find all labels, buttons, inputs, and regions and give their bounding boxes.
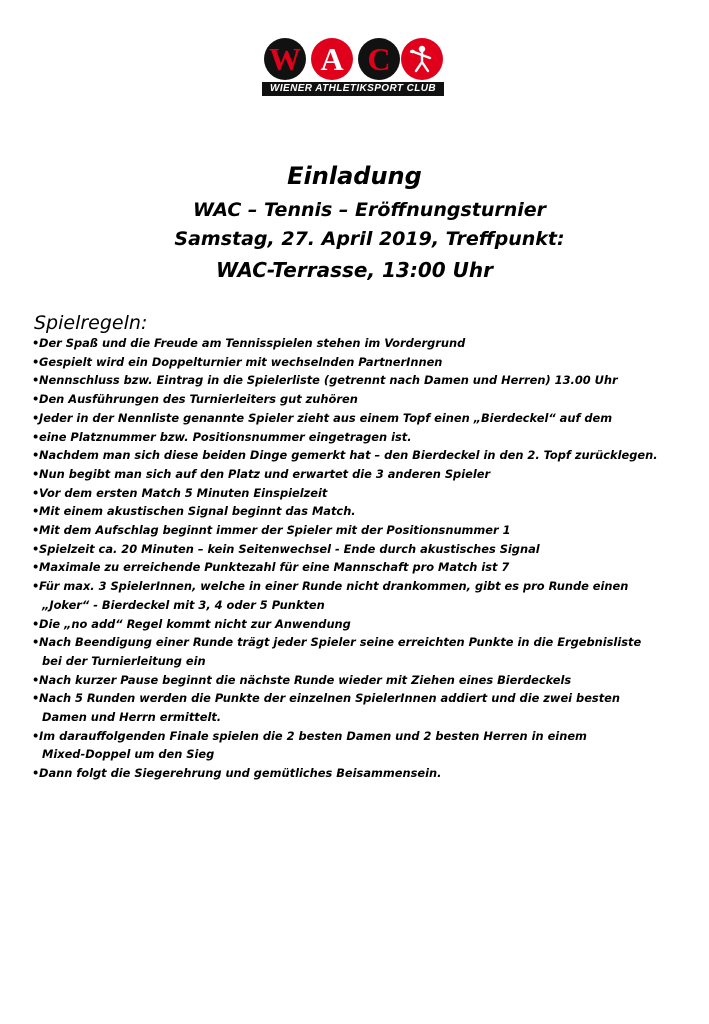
rules-heading: Spielregeln: (34, 312, 148, 334)
rule-text: • Jeder in der Nennliste genannte Spieler zieht aus einem Topf einen „Bierdeckel“ auf dem (39, 410, 613, 425)
rule-text: • Nun begibt man sich auf den Platz und erwartet die 3 anderen Spieler (39, 466, 491, 481)
invitation-title: Einladung (287, 162, 422, 190)
rule-item (33, 502, 693, 521)
rule-item (33, 521, 693, 540)
rule-text: • Dann folgt die Siegerehrung und gemütliches Beisammensein. (39, 766, 442, 781)
rule-text: bei der Turnierleitung ein (42, 653, 206, 668)
rule-text: • Nennschluss bzw. Eintrag in die Spielerliste (getrennt nach Damen und Herren) 13.00 Uhr (39, 373, 618, 388)
rule-item (33, 390, 693, 409)
rule-text: • Vor dem ersten Match 5 Minuten Einspielzeit (39, 485, 328, 500)
rule-text: • Mit dem Aufschlag beginnt immer der Spieler mit der Positionsnummer 1 (39, 523, 511, 538)
rule-text: • Nach Beendigung einer Runde trägt jeder Spieler seine erreichten Punkte in die Ergebnisliste (39, 635, 642, 650)
rule-text: Damen und Herrn ermittelt. (42, 710, 222, 725)
rule-item (33, 615, 693, 634)
rule-item (33, 484, 693, 503)
rule-item (33, 409, 693, 428)
rule-text: • Im darauffolgenden Finale spielen die 2 besten Damen und 2 besten Herren in einem (39, 728, 587, 743)
rule-item (33, 577, 693, 614)
rule-text: • Gespielt wird ein Doppelturnier mit wechselnden PartnerInnen (39, 354, 443, 369)
rule-text: • Spielzeit ca. 20 Minuten – kein Seitenwechsel - Ende durch akustisches Signal (39, 541, 540, 556)
rule-text: • Nach kurzer Pause beginnt die nächste Runde wieder mit Ziehen eines Bierdeckels (39, 672, 572, 687)
rule-item (33, 727, 693, 764)
event-name: WAC – Tennis – Eröffnungsturnier (192, 199, 547, 221)
rule-text: Mixed-Doppel um den Sieg (42, 747, 215, 762)
rule-text: • Nach 5 Runden werden die Punkte der einzelnen SpielerInnen addiert und die zwei besten (39, 691, 620, 706)
event-date: Samstag, 27. April 2019, Treffpunkt: (174, 228, 565, 250)
event-place-time: WAC-Terrasse, 13:00 Uhr (215, 258, 493, 282)
logo-letters (262, 36, 444, 84)
rule-text: • eine Platznummer bzw. Positionsnummer eingetragen ist. (39, 429, 412, 444)
rule-item (33, 334, 693, 353)
rules-list (33, 334, 693, 783)
rule-item (33, 633, 693, 670)
rule-text: • Den Ausführungen des Turnierleiters gut zuhören (39, 392, 358, 407)
rule-text: • Der Spaß und die Freude am Tennisspielen stehen im Vordergrund (39, 336, 466, 350)
rule-item (33, 671, 693, 690)
discus-thrower-icon (401, 38, 443, 80)
logo-club-name: WIENER ATHLETIKSPORT CLUB (262, 82, 444, 96)
rule-text: • Für max. 3 SpielerInnen, welche in einer Runde nicht drankommen, gibt es pro Runde einen (39, 579, 629, 594)
rule-item (33, 371, 693, 390)
rule-text: • Mit einem akustischen Signal beginnt das Match. (39, 504, 356, 519)
logo-letter-c: C (358, 38, 400, 80)
rule-item (33, 764, 693, 783)
logo-letter-w: W (264, 38, 306, 80)
rule-text: • Nachdem man sich diese beiden Dinge gemerkt hat – den Bierdeckel in den 2. Topf zurücklegen. (39, 448, 658, 463)
rule-item (33, 446, 693, 465)
logo-letter-a: A (311, 38, 353, 80)
club-logo (262, 36, 444, 98)
rule-item (33, 689, 693, 726)
rule-text: • Die „no add“ Regel kommt nicht zur Anwendung (39, 616, 351, 631)
rule-item (33, 558, 693, 577)
rule-item (33, 540, 693, 559)
rule-item (33, 353, 693, 372)
rule-item (33, 465, 693, 484)
rule-text: „Joker“ - Bierdeckel mit 3, 4 oder 5 Punkten (42, 597, 325, 612)
rule-text: • Maximale zu erreichende Punktezahl für eine Mannschaft pro Match ist 7 (39, 560, 510, 575)
rule-item (33, 428, 693, 447)
